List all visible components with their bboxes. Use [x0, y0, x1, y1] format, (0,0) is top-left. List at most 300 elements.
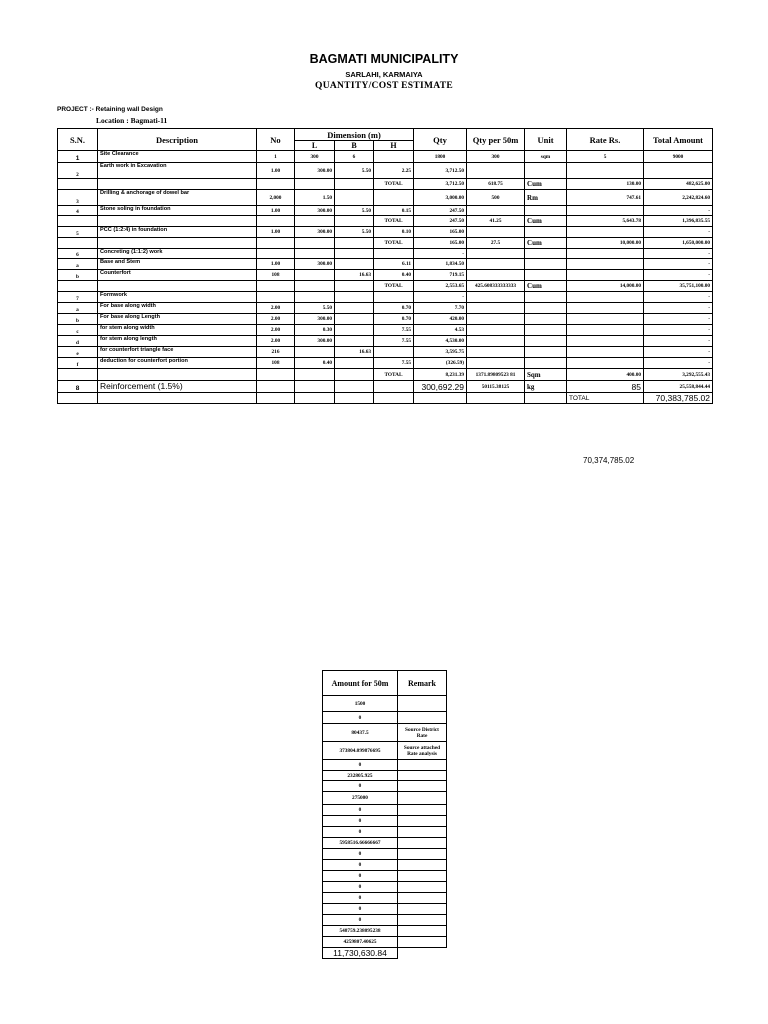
- sn-cell: [58, 179, 98, 190]
- unit-cell: [525, 358, 567, 369]
- rate-cell: [567, 259, 644, 270]
- amount-cell: -: [644, 227, 713, 238]
- description-cell: Earth work in Excavation: [98, 163, 257, 179]
- sn-cell: 3: [58, 190, 98, 206]
- h-cell: 6.11: [374, 259, 414, 270]
- col-header-l: L: [295, 141, 335, 151]
- list-item: [323, 904, 447, 915]
- l-cell: [295, 281, 335, 292]
- amount-50m-cell: 373804.099876695: [323, 742, 398, 760]
- table-row: [58, 281, 713, 292]
- table-row: [58, 259, 713, 270]
- empty-cell: [525, 393, 567, 404]
- table-row: [58, 249, 713, 259]
- qty-cell: 247.50: [414, 206, 467, 216]
- l-cell: [295, 381, 335, 393]
- no-cell: [257, 381, 295, 393]
- qty50-cell: 300: [467, 151, 525, 163]
- l-cell: [295, 179, 335, 190]
- sn-cell: 6: [58, 249, 98, 259]
- sn-cell: 2: [58, 163, 98, 179]
- table-row: [58, 381, 713, 393]
- rate-cell: [567, 314, 644, 325]
- h-cell: TOTAL: [374, 179, 414, 190]
- amount-50m-cell: 80437.5: [323, 724, 398, 742]
- col-header-amount-50m: Amount for 50m: [323, 671, 398, 696]
- table-row: [58, 190, 713, 206]
- no-cell: [257, 238, 295, 249]
- col-header-no: No: [257, 129, 295, 151]
- l-cell: [295, 216, 335, 227]
- table-row: [58, 151, 713, 163]
- amount-sum-value: 11,730,630.84: [323, 948, 398, 959]
- amount-cell: 3,292,555.43: [644, 369, 713, 381]
- b-cell: [335, 190, 374, 206]
- list-item: [323, 827, 447, 838]
- qty50-cell: [467, 259, 525, 270]
- unit-cell: sqm: [525, 151, 567, 163]
- b-cell: 5.50: [335, 227, 374, 238]
- l-cell: 300.00: [295, 336, 335, 347]
- no-cell: 2,000: [257, 190, 295, 206]
- amount-cell: 2,242,824.60: [644, 190, 713, 206]
- qty-cell: 719.15: [414, 270, 467, 281]
- l-cell: 300.00: [295, 206, 335, 216]
- remark-cell: [398, 712, 447, 724]
- qty-cell: 3,712.50: [414, 179, 467, 190]
- sn-cell: b: [58, 314, 98, 325]
- rate-cell: 10,000.00: [567, 238, 644, 249]
- col-header-qty: Qty: [414, 129, 467, 151]
- grand-total-note: 70,374,785.02: [583, 456, 635, 465]
- b-cell: 5.50: [335, 163, 374, 179]
- list-item: [323, 860, 447, 871]
- description-cell: Stone soling in foundation: [98, 206, 257, 216]
- b-cell: [335, 381, 374, 393]
- table-row: [58, 227, 713, 238]
- table-row: [58, 325, 713, 336]
- col-header-dimension: Dimension (m): [295, 129, 414, 141]
- b-cell: 16.63: [335, 347, 374, 358]
- remark-cell: [398, 781, 447, 792]
- table-row: [58, 314, 713, 325]
- qty-cell: 1,834.50: [414, 259, 467, 270]
- qty-cell: 3,712.50: [414, 163, 467, 179]
- qty50-cell: [467, 227, 525, 238]
- unit-cell: [525, 325, 567, 336]
- col-header-description: Description: [98, 129, 257, 151]
- amount-50m-cell: 0: [323, 712, 398, 724]
- remark-cell: [398, 838, 447, 849]
- no-cell: [257, 249, 295, 259]
- table-row: [58, 358, 713, 369]
- no-cell: 1.00: [257, 163, 295, 179]
- b-cell: [335, 292, 374, 303]
- qty50-cell: 500: [467, 190, 525, 206]
- sn-cell: f: [58, 358, 98, 369]
- qty-cell: 7.70: [414, 303, 467, 314]
- col-header-sn: S.N.: [58, 129, 98, 151]
- amount-50m-cell: 0: [323, 816, 398, 827]
- sn-cell: c: [58, 325, 98, 336]
- amount-cell: -: [644, 336, 713, 347]
- qty50-cell: 1371.89809523 81: [467, 369, 525, 381]
- no-cell: [257, 179, 295, 190]
- empty-cell: [257, 393, 295, 404]
- description-cell: Counterfort: [98, 270, 257, 281]
- description-cell: deduction for counterfort portion: [98, 358, 257, 369]
- sn-cell: [58, 216, 98, 227]
- list-item: [323, 915, 447, 926]
- rate-cell: [567, 270, 644, 281]
- list-item: [323, 771, 447, 781]
- l-cell: 1.50: [295, 190, 335, 206]
- h-cell: [374, 151, 414, 163]
- unit-cell: Cum: [525, 216, 567, 227]
- qty50-cell: 41.25: [467, 216, 525, 227]
- description-cell: Concreting (1:1:2) work: [98, 249, 257, 259]
- unit-cell: Cum: [525, 179, 567, 190]
- col-header-b: B: [335, 141, 374, 151]
- qty50-cell: [467, 163, 525, 179]
- empty-cell: [414, 393, 467, 404]
- qty-cell: -: [414, 249, 467, 259]
- amount-cell: 25,558,844.44: [644, 381, 713, 393]
- unit-cell: Cum: [525, 238, 567, 249]
- col-header-unit: Unit: [525, 129, 567, 151]
- empty-cell: [467, 393, 525, 404]
- h-cell: 7.55: [374, 325, 414, 336]
- table-row: [58, 206, 713, 216]
- qty-cell: 4.53: [414, 325, 467, 336]
- l-cell: 300.00: [295, 227, 335, 238]
- qty-cell: 247.50: [414, 216, 467, 227]
- b-cell: 5.50: [335, 206, 374, 216]
- l-cell: [295, 292, 335, 303]
- l-cell: [295, 238, 335, 249]
- qty50-cell: 27.5: [467, 238, 525, 249]
- h-cell: 0.10: [374, 227, 414, 238]
- rate-cell: [567, 336, 644, 347]
- rate-cell: [567, 249, 644, 259]
- h-cell: 7.55: [374, 336, 414, 347]
- amount-cell: 9000: [644, 151, 713, 163]
- amount-50m-cell: 548759.238095238: [323, 926, 398, 937]
- amount-50m-cell: 5958516.66666667: [323, 838, 398, 849]
- l-cell: 300.00: [295, 314, 335, 325]
- unit-cell: [525, 314, 567, 325]
- total-row: [58, 393, 713, 404]
- table-row: [58, 336, 713, 347]
- empty-cell: [374, 393, 414, 404]
- remark-cell: [398, 882, 447, 893]
- no-cell: 1: [257, 151, 295, 163]
- qty50-cell: [467, 249, 525, 259]
- description-cell: [98, 216, 257, 227]
- list-item: [323, 871, 447, 882]
- amount-50m-cell: 0: [323, 904, 398, 915]
- rate-cell: [567, 206, 644, 216]
- no-cell: 108: [257, 358, 295, 369]
- sn-cell: a: [58, 303, 98, 314]
- unit-cell: Sqm: [525, 369, 567, 381]
- remark-cell: Source attached Rate analysis: [398, 742, 447, 760]
- no-cell: 2.00: [257, 336, 295, 347]
- qty50-cell: [467, 206, 525, 216]
- qty-cell: 8,231.39: [414, 369, 467, 381]
- list-item: [323, 696, 447, 712]
- amount-cell: 1,396,835.55: [644, 216, 713, 227]
- description-cell: [98, 369, 257, 381]
- col-header-h: H: [374, 141, 414, 151]
- list-item: [323, 937, 447, 948]
- h-cell: [374, 381, 414, 393]
- unit-cell: [525, 270, 567, 281]
- h-cell: [374, 292, 414, 303]
- b-cell: [335, 249, 374, 259]
- h-cell: 0.40: [374, 270, 414, 281]
- h-cell: [374, 249, 414, 259]
- amount-50m-cell: 232805.925: [323, 771, 398, 781]
- h-cell: [374, 347, 414, 358]
- h-cell: [374, 190, 414, 206]
- amount-50m-cell: 0: [323, 871, 398, 882]
- remark-cell: [398, 937, 447, 948]
- unit-cell: [525, 163, 567, 179]
- list-item: [323, 760, 447, 771]
- l-cell: 300.00: [295, 259, 335, 270]
- rate-cell: 5,643.78: [567, 216, 644, 227]
- unit-cell: [525, 336, 567, 347]
- amount-50m-cell: 0: [323, 915, 398, 926]
- amount-50m-cell: 0: [323, 860, 398, 871]
- b-cell: 6: [335, 151, 374, 163]
- amount-cell: -: [644, 249, 713, 259]
- sn-cell: [58, 281, 98, 292]
- remark-cell: [398, 827, 447, 838]
- rate-cell: [567, 303, 644, 314]
- remark-cell: [398, 860, 447, 871]
- description-cell: [98, 281, 257, 292]
- table-row: [58, 216, 713, 227]
- qty50-cell: 425.608333333333: [467, 281, 525, 292]
- list-item: [323, 882, 447, 893]
- sn-cell: e: [58, 347, 98, 358]
- remark-cell: [398, 893, 447, 904]
- b-cell: [335, 179, 374, 190]
- no-cell: 1.00: [257, 259, 295, 270]
- unit-cell: [525, 249, 567, 259]
- no-cell: 216: [257, 347, 295, 358]
- qty50-cell: [467, 303, 525, 314]
- col-header-total-amount: Total Amount: [644, 129, 713, 151]
- qty-cell: 420.00: [414, 314, 467, 325]
- amount-50m-cell: 1500: [323, 696, 398, 712]
- remark-cell: [398, 760, 447, 771]
- qty50-cell: 618.75: [467, 179, 525, 190]
- sn-cell: b: [58, 270, 98, 281]
- rate-cell: [567, 292, 644, 303]
- l-cell: 5.50: [295, 303, 335, 314]
- amount-cell: -: [644, 325, 713, 336]
- list-item: [323, 838, 447, 849]
- b-cell: [335, 325, 374, 336]
- estimate-table: [57, 128, 713, 404]
- l-cell: [295, 249, 335, 259]
- b-cell: [335, 238, 374, 249]
- remark-cell: [398, 696, 447, 712]
- description-cell: for stem along width: [98, 325, 257, 336]
- sn-cell: [58, 369, 98, 381]
- project-label: PROJECT :- Retaining wall Design: [57, 106, 163, 113]
- address: SARLAHI, KARMAIYA: [345, 70, 423, 79]
- empty-cell: [295, 393, 335, 404]
- rate-cell: 747.61: [567, 190, 644, 206]
- rate-cell: 14,000.00: [567, 281, 644, 292]
- no-cell: 1.00: [257, 206, 295, 216]
- description-cell: Reinforcement (1.5%): [98, 381, 257, 393]
- estimate-subtitle: QUANTITY/COST ESTIMATE: [315, 81, 453, 91]
- list-item: [323, 712, 447, 724]
- qty-cell: 300,692.29: [414, 381, 467, 393]
- sn-cell: 4: [58, 206, 98, 216]
- rate-cell: 5: [567, 151, 644, 163]
- total-amount-value: 70,383,785.02: [644, 393, 713, 404]
- amount-cell: -: [644, 259, 713, 270]
- col-header-qty50: Qty per 50m: [467, 129, 525, 151]
- b-cell: [335, 281, 374, 292]
- remark-cell: [398, 915, 447, 926]
- remark-cell: [398, 926, 447, 937]
- amount-50m-table: [322, 670, 447, 959]
- l-cell: 300.00: [295, 163, 335, 179]
- b-cell: [335, 303, 374, 314]
- list-item: [323, 781, 447, 792]
- table-row: [58, 292, 713, 303]
- description-cell: Site Clearance: [98, 151, 257, 163]
- unit-cell: [525, 292, 567, 303]
- rate-cell: [567, 347, 644, 358]
- l-cell: 0.30: [295, 325, 335, 336]
- amount-50m-cell: 0: [323, 849, 398, 860]
- amount-cell: [644, 163, 713, 179]
- description-cell: [98, 238, 257, 249]
- list-item: [323, 724, 447, 742]
- amount-cell: -: [644, 358, 713, 369]
- qty50-cell: [467, 270, 525, 281]
- amount-cell: -: [644, 347, 713, 358]
- sn-cell: d: [58, 336, 98, 347]
- h-cell: TOTAL: [374, 281, 414, 292]
- table-row: [58, 347, 713, 358]
- qty50-cell: [467, 358, 525, 369]
- table-row: [58, 303, 713, 314]
- description-cell: For base along Length: [98, 314, 257, 325]
- amount-50m-cell: 0: [323, 781, 398, 792]
- table-row: [58, 179, 713, 190]
- description-cell: Base and Stem: [98, 259, 257, 270]
- list-item: [323, 805, 447, 816]
- table-row: [58, 163, 713, 179]
- h-cell: 0.70: [374, 314, 414, 325]
- l-cell: [295, 270, 335, 281]
- qty50-cell: [467, 325, 525, 336]
- no-cell: 2.00: [257, 314, 295, 325]
- amount-50m-cell: 0: [323, 827, 398, 838]
- qty-cell: 4,530.00: [414, 336, 467, 347]
- b-cell: [335, 336, 374, 347]
- amount-50m-cell: 0: [323, 805, 398, 816]
- remark-cell: [398, 904, 447, 915]
- remark-cell: [398, 871, 447, 882]
- b-cell: [335, 314, 374, 325]
- col-header-rate: Rate Rs.: [567, 129, 644, 151]
- h-cell: 0.70: [374, 303, 414, 314]
- no-cell: [257, 216, 295, 227]
- b-cell: [335, 369, 374, 381]
- amount-cell: -: [644, 303, 713, 314]
- list-item: [323, 792, 447, 805]
- sn-cell: a: [58, 259, 98, 270]
- rate-cell: 130.00: [567, 179, 644, 190]
- amount-50m-cell: 0: [323, 893, 398, 904]
- remark-cell: Source District Rate: [398, 724, 447, 742]
- sn-cell: 8: [58, 381, 98, 393]
- amount-cell: 35,751,100.00: [644, 281, 713, 292]
- l-cell: [295, 347, 335, 358]
- qty50-cell: [467, 347, 525, 358]
- sn-cell: [58, 238, 98, 249]
- amount-cell: 1,650,000.00: [644, 238, 713, 249]
- amount-cell: -: [644, 270, 713, 281]
- list-item: [323, 849, 447, 860]
- l-cell: [295, 369, 335, 381]
- municipality-title: BAGMATI MUNICIPALITY: [309, 52, 459, 66]
- col-header-remark: Remark: [398, 671, 447, 696]
- list-item: [323, 742, 447, 760]
- empty-cell: [98, 393, 257, 404]
- h-cell: 0.15: [374, 206, 414, 216]
- qty50-cell: [467, 314, 525, 325]
- unit-cell: [525, 206, 567, 216]
- sn-cell: 5: [58, 227, 98, 238]
- remark-cell: [398, 805, 447, 816]
- rate-cell: [567, 227, 644, 238]
- no-cell: 2.00: [257, 325, 295, 336]
- b-cell: 16.63: [335, 270, 374, 281]
- list-item: [323, 816, 447, 827]
- sn-cell: 1: [58, 151, 98, 163]
- description-cell: PCC (1:2:4) in foundation: [98, 227, 257, 238]
- qty-cell: 2,553.65: [414, 281, 467, 292]
- amount-cell: -: [644, 206, 713, 216]
- empty-cell: [398, 948, 447, 959]
- qty50-cell: [467, 336, 525, 347]
- no-cell: 108: [257, 270, 295, 281]
- description-cell: Formwork: [98, 292, 257, 303]
- amount-50m-cell: 0: [323, 760, 398, 771]
- qty-cell: 3,000.00: [414, 190, 467, 206]
- qty-cell: 1800: [414, 151, 467, 163]
- table-row: [58, 270, 713, 281]
- list-item: [323, 893, 447, 904]
- list-item: [323, 926, 447, 937]
- amount-sum-row: [323, 948, 447, 959]
- description-cell: Drilling & anchorage of dowel bar: [98, 190, 257, 206]
- total-label: TOTAL: [567, 393, 644, 404]
- l-cell: 0.40: [295, 358, 335, 369]
- description-cell: for stem along length: [98, 336, 257, 347]
